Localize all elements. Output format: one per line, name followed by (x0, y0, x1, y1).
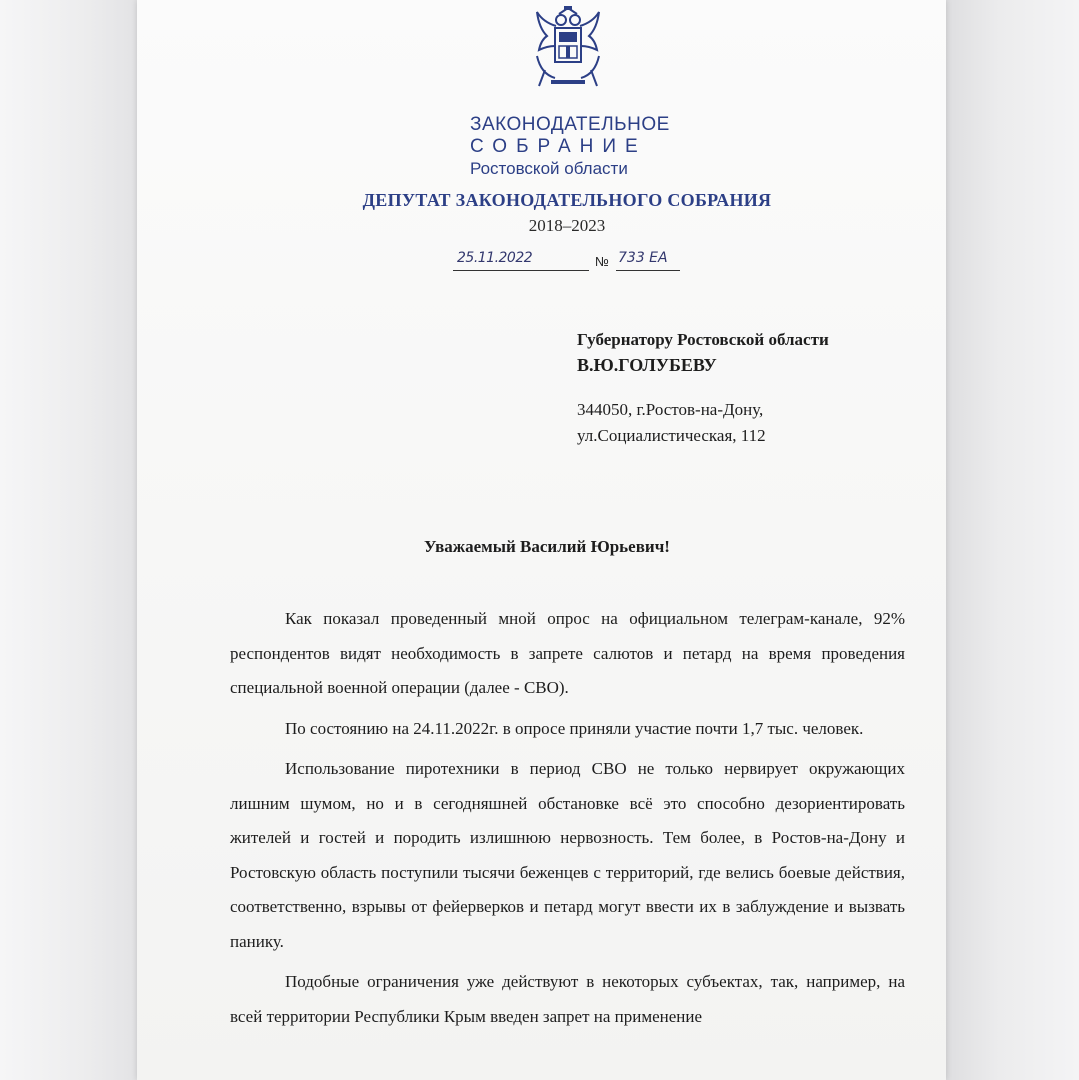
organization-name (470, 114, 670, 180)
background-left (0, 0, 137, 1080)
registration-date-value: 25.11.2022 (457, 250, 533, 266)
recipient-block (577, 328, 937, 378)
letter-body (230, 602, 905, 1040)
registration-date (453, 250, 589, 271)
registration-number-value: 733 ЕА (618, 250, 668, 266)
coat-of-arms-icon (529, 6, 607, 88)
paragraph-1: Как показал проведенный мной опрос на официальном телеграм-канале, 92% респондентов видят необходимость в запрете салютов и петард на время проведения специальной военной операции (далее - СВО). (230, 609, 905, 697)
org-line-3: Ростовской области (470, 159, 628, 178)
letter-sheet (137, 0, 946, 1080)
registration-number (616, 250, 680, 271)
org-line-2: СОБРАНИЕ (470, 136, 647, 157)
background-right (946, 0, 1079, 1080)
salutation: Уважаемый Василий Юрьевич! (424, 537, 670, 556)
address-line-2: ул.Социалистическая, 112 (577, 426, 766, 445)
recipient-address (577, 397, 937, 449)
address-line-1: 344050, г.Ростов-на-Дону, (577, 400, 764, 419)
paragraph-4: Подобные ограничения уже действуют в некоторых субъектах, так, например, на всей территории Республики Крым введен запрет на применение (230, 972, 905, 1026)
registration-number-label: № (595, 254, 609, 269)
term-years: 2018–2023 (528, 216, 606, 235)
deputy-title: ДЕПУТАТ ЗАКОНОДАТЕЛЬНОГО СОБРАНИЯ (362, 190, 772, 210)
paragraph-3: Использование пиротехники в период СВО не только нервирует окружающих лишним шумом, но и в сегодняшней обстановке всё это способно дезориентировать жителей и гостей и породить излишнюю нервозность. Тем более, в Ростов-на-Дону и Ростовскую область поступили тысячи беженцев с территорий, где велись боевые действия, соответственно, взрывы от фейерверков и петард могут ввести их в заблуждение и вызвать панику. (230, 759, 905, 951)
org-line-1: ЗАКОНОДАТЕЛЬНОЕ (470, 114, 670, 135)
recipient-role: Губернатору Ростовской области (577, 330, 829, 349)
recipient-name: В.Ю.ГОЛУБЕВУ (577, 355, 717, 375)
paragraph-2: По состоянию на 24.11.2022г. в опросе приняли участие почти 1,7 тыс. человек. (285, 718, 864, 738)
